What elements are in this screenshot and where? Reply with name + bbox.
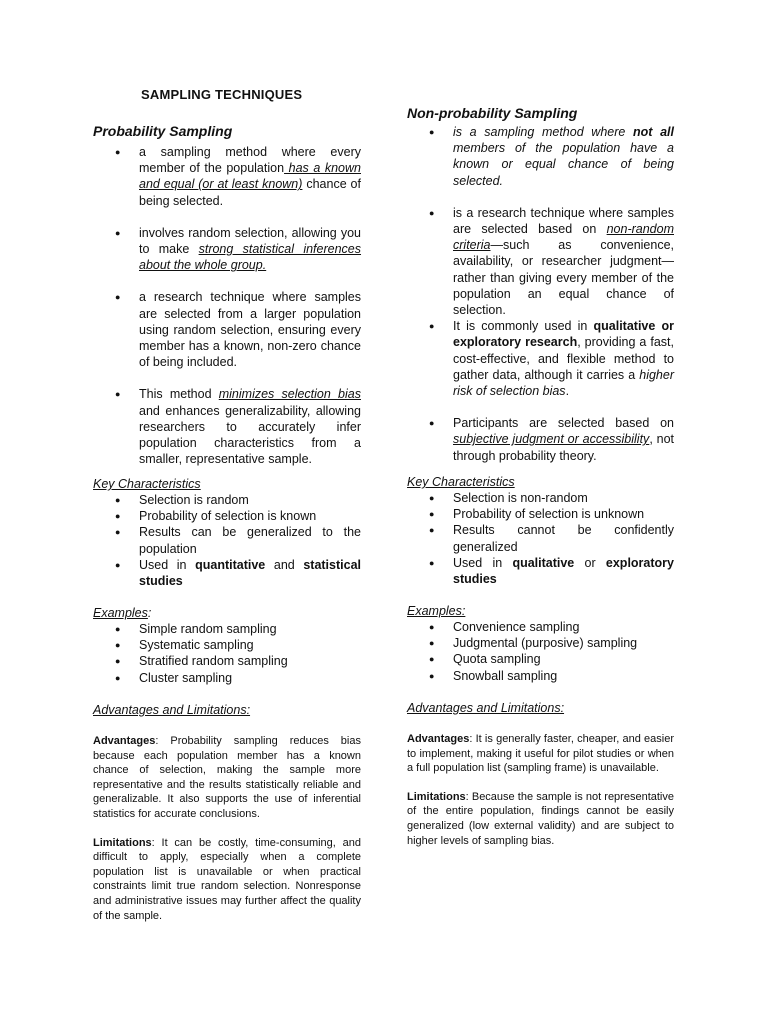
list-item: ● Probability of selection is known (93, 508, 361, 524)
list-item: ● a research technique where samples are selected from a larger population using random selection, ensuring every member has a known, non-zero chance of being included. (93, 289, 361, 370)
probability-examples (93, 605, 361, 686)
probability-advantages-limitations (93, 702, 361, 923)
list-item: ● is a sampling method where not all members of the population have a known or equal chance of being selected. (407, 124, 674, 189)
nonprobability-key-characteristics (407, 474, 674, 587)
list-item: ● Probability of selection is unknown (407, 506, 674, 522)
probability-definitions (93, 144, 361, 467)
nonprobability-examples (407, 603, 674, 684)
page-title: SAMPLING TECHNIQUES (141, 87, 303, 102)
probability-column (93, 122, 361, 483)
list-item: ● Convenience sampling (407, 619, 674, 635)
nonprobability-definitions (407, 124, 674, 464)
examples-list (407, 619, 674, 684)
examples-heading: Examples: (407, 604, 466, 618)
key-characteristics-list (93, 492, 361, 589)
list-item: ● Selection is random (93, 492, 361, 508)
key-characteristics-list (407, 490, 674, 587)
advantages-paragraph: Advantages: It is generally faster, cheaper, and easier to implement, making it useful for pilot studies or when a full population list (sampling frame) is unavailable. (407, 733, 674, 775)
list-item: ● Systematic sampling (93, 637, 361, 653)
limitations-paragraph: Limitations: It can be costly, time-consuming, and difficult to apply, especially when a complete population list is unavailable or when practical constraints limit true random selection. Nonresponse and administrative issues may further affect the quality of the sample. (93, 836, 361, 922)
list-item: ● Results cannot be confidently generalized (407, 522, 674, 554)
list-item: ● a sampling method where every member of the population has a known and equal (or at least known) chance of being selected. (93, 144, 361, 209)
list-item: ● Simple random sampling (93, 621, 361, 637)
list-item: ● Participants are selected based on subjective judgment or accessibility, not through probability theory. (407, 415, 674, 464)
advantages-limitations-heading: Advantages and Limitations: (407, 701, 565, 715)
list-item: ● Used in quantitative and statistical studies (93, 557, 361, 589)
advantages-paragraph: Advantages: Probability sampling reduces bias because each population member has a known chance of selection, making the sample more representative and the results statistically reliable and generalizable. It also supports the use of inferential statistics for accurate conclusions. (93, 735, 361, 820)
limitations-paragraph: Limitations: Because the sample is not representative of the entire population, findings cannot be easily generalized (low external validity) and are subject to higher levels of sampling bias. (407, 790, 674, 847)
list-item: ● This method minimizes selection bias and enhances generalizability, allowing researchers to accurately infer population characteristics from a smaller, representative sample. (93, 386, 361, 467)
list-item: ● Judgmental (purposive) sampling (407, 635, 674, 651)
list-item: ● Used in qualitative or exploratory studies (407, 555, 674, 587)
advantages-limitations-heading: Advantages and Limitations: (93, 703, 251, 717)
list-item: ● Selection is non-random (407, 490, 674, 506)
key-characteristics-heading: Key Characteristics (407, 475, 515, 489)
examples-list (93, 621, 361, 686)
examples-heading: Examples: (93, 606, 152, 620)
list-item: ● Quota sampling (407, 651, 674, 667)
list-item: ● Stratified random sampling (93, 653, 361, 669)
probability-heading: Probability Sampling (93, 123, 233, 139)
list-item: ● It is commonly used in qualitative or exploratory research, providing a fast, cost-effective, and flexible method to gather data, although it carries a higher risk of selection bias. (407, 318, 674, 399)
key-characteristics-heading: Key Characteristics (93, 477, 201, 491)
list-item: ● involves random selection, allowing you to make strong statistical inferences about the whole group. (93, 225, 361, 274)
list-item: ● is a research technique where samples are selected based on non-random criteria—such as convenience, availability, or researcher judgment—rather than giving every member of the population an equal chance of selection. (407, 205, 674, 318)
list-item: ● Cluster sampling (93, 670, 361, 686)
list-item: ● Results can be generalized to the population (93, 524, 361, 556)
probability-key-characteristics (93, 476, 361, 589)
nonprobability-column (407, 104, 674, 480)
nonprobability-advantages-limitations (407, 700, 674, 848)
list-item: ● Snowball sampling (407, 668, 674, 684)
nonprobability-heading: Non-probability Sampling (407, 105, 578, 121)
